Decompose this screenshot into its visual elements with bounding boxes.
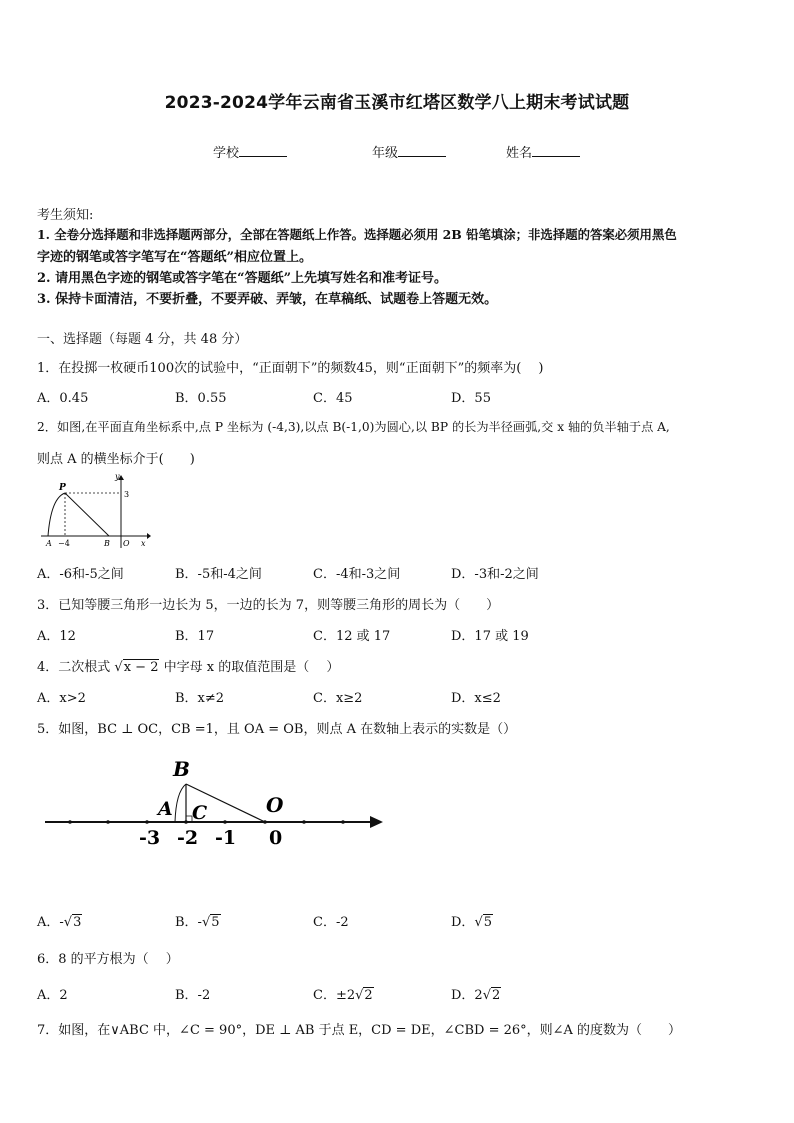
q2-option-b: B．-5和-4之间 <box>175 567 262 582</box>
q5-tick-n2: -2 <box>177 827 199 849</box>
q2-label-o: O <box>123 539 130 548</box>
q5-stem: 5．如图，BC ⊥ OC，CB =1，且 OA = OB，则点 A 在数轴上表示的实数是（） <box>37 722 517 737</box>
q3-option-a: A．12 <box>37 629 76 644</box>
q5-figure <box>40 752 390 857</box>
q5-dot <box>145 820 149 824</box>
q5-option-d-radicand: 5 <box>483 915 493 930</box>
grade-field <box>372 142 446 161</box>
q4-option-b: B．x≠2 <box>175 691 225 706</box>
q5-tick-0: 0 <box>269 827 283 849</box>
section-heading: 一、选择题（每题 4 分，共 48 分） <box>37 332 248 347</box>
q1-option-d: D．55 <box>451 391 491 406</box>
q2-option-d: D．-3和-2之间 <box>451 567 539 582</box>
q2-label-b: B <box>104 539 110 548</box>
q2-arc <box>48 493 65 536</box>
q5-option-a-radical: √3 <box>63 915 82 930</box>
q3-option-b: B．17 <box>175 629 215 644</box>
notice-item-1b: 字迹的钢笔或答字笔写在“答题纸”相应位置上。 <box>37 250 312 265</box>
q2-x-arrow <box>147 533 151 539</box>
q6-option-d-radical: √2 <box>482 988 501 1003</box>
grade-blank <box>398 144 446 157</box>
q5-option-b-prefix: B．- <box>175 915 202 930</box>
q4-radicand: x − 2 <box>123 660 159 675</box>
q5-dot <box>341 820 345 824</box>
q2-label-3: 3 <box>124 490 130 499</box>
q6-option-d-radicand: 2 <box>492 988 501 1003</box>
q5-option-d-prefix: D． <box>451 915 475 930</box>
q6-option-c-radical: √2 <box>355 988 373 1003</box>
q2-label-p: P <box>59 483 66 493</box>
school-blank <box>239 144 287 157</box>
page-title: 2023-2024学年云南省玉溪市红塔区数学八上期末考试试题 <box>164 93 630 113</box>
q5-tick-n1: -1 <box>215 827 237 849</box>
q6-option-d-prefix: D．2 <box>451 988 483 1003</box>
name-label: 姓名 <box>506 146 533 161</box>
q5-arc <box>175 784 186 822</box>
school-label: 学校 <box>213 146 240 161</box>
q5-label-c: C <box>192 802 208 824</box>
q6-option-c-prefix: C．±2 <box>313 988 356 1003</box>
q6-option-c <box>313 984 374 1003</box>
q2-segment-pb <box>65 493 109 536</box>
q5-option-d <box>451 911 493 930</box>
q5-option-a <box>37 911 82 930</box>
q5-label-b: B <box>173 757 190 781</box>
q3-stem: 3．已知等腰三角形一边长为 5，一边的长为 7，则等腰三角形的周长为（ ） <box>37 598 500 613</box>
q4-radical: √x − 2 <box>114 660 159 675</box>
q2-label-x: x <box>141 539 146 548</box>
notice-heading: 考生须知: <box>37 208 94 223</box>
q6-option-b-prefix: B．-2 <box>175 988 211 1003</box>
q5-dot <box>106 820 110 824</box>
q2-label-m4: −4 <box>58 539 70 548</box>
q2-stem-line1: 2．如图,在平面直角坐标系中,点 P 坐标为 (-4,3),以点 B(-1,0)为圆心,以 BP 的长为半径画弧,交 x 轴的负半轴于点 A, <box>37 420 670 434</box>
q4-option-a: A．x>2 <box>37 691 86 706</box>
q5-option-b <box>175 911 221 930</box>
q2-label-a: A <box>46 539 52 548</box>
q5-dot <box>302 820 306 824</box>
q1-option-c: C．45 <box>313 391 353 406</box>
q6-option-a <box>37 984 68 1003</box>
q5-dot <box>223 820 227 824</box>
q5-option-a-prefix: A．- <box>37 915 64 930</box>
name-blank <box>532 144 580 157</box>
notice-item-3: 3. 保持卡面清洁，不要折叠，不要弄破、弄皱，在草稿纸、试题卷上答题无效。 <box>37 292 498 307</box>
q7-stem: 7．如图，在∨ABC 中，∠C = 90°，DE ⊥ AB 于点 E，CD = DE，∠CBD = 26°，则∠A 的度数为（ ） <box>37 1023 682 1038</box>
q4-option-c: C．x≥2 <box>313 691 363 706</box>
q2-figure <box>37 470 152 550</box>
q5-option-b-radical: √5 <box>201 915 220 930</box>
q6-stem: 6．8 的平方根为（ ） <box>37 952 179 967</box>
q4-option-d: D．x≤2 <box>451 691 501 706</box>
q5-option-a-radicand: 3 <box>73 915 82 930</box>
q1-option-b: B．0.55 <box>175 391 227 406</box>
q3-option-c: C．12 或 17 <box>313 629 391 644</box>
notice-item-2: 2. 请用黑色字迹的钢笔或答字笔在“答题纸”上先填写姓名和准考证号。 <box>37 271 448 286</box>
q3-option-d: D．17 或 19 <box>451 629 529 644</box>
q5-option-c-prefix: C．-2 <box>313 915 349 930</box>
q1-option-a: A．0.45 <box>37 391 89 406</box>
q5-dot <box>68 820 72 824</box>
q5-label-a: A <box>158 798 173 820</box>
q2-stem-line2: 则点 A 的横坐标介于( ) <box>37 452 195 467</box>
q6-option-a-prefix: A．2 <box>37 988 68 1003</box>
q2-option-c: C．-4和-3之间 <box>313 567 401 582</box>
school-field <box>213 142 287 161</box>
grade-label: 年级 <box>372 146 399 161</box>
q2-label-y: y <box>115 472 120 481</box>
q5-tick-n3: -3 <box>139 827 161 849</box>
q6-option-c-radicand: 2 <box>364 988 373 1003</box>
q2-option-a: A．-6和-5之间 <box>37 567 124 582</box>
q5-option-c <box>313 911 349 930</box>
q4-stem <box>37 656 339 675</box>
q5-arrow <box>370 816 383 828</box>
q4-stem-post: 中字母 x 的取值范围是（ ） <box>159 660 340 675</box>
q6-option-b <box>175 984 210 1003</box>
q6-option-d <box>451 984 501 1003</box>
q5-option-b-radicand: 5 <box>211 915 220 930</box>
q5-label-o: O <box>266 793 284 817</box>
q4-stem-pre: 4．二次根式 <box>37 660 115 675</box>
notice-item-1a: 1. 全卷分选择题和非选择题两部分，全部在答题纸上作答。选择题必须用 2B 铅笔填涂；非选择题的答案必须用黑色 <box>37 227 677 242</box>
name-field <box>506 142 580 161</box>
q5-option-d-radical: √5 <box>474 915 493 930</box>
q1-stem: 1．在投掷一枚硬币100次的试验中，“正面朝下”的频数45，则“正面朝下”的频率为( ) <box>37 361 544 376</box>
